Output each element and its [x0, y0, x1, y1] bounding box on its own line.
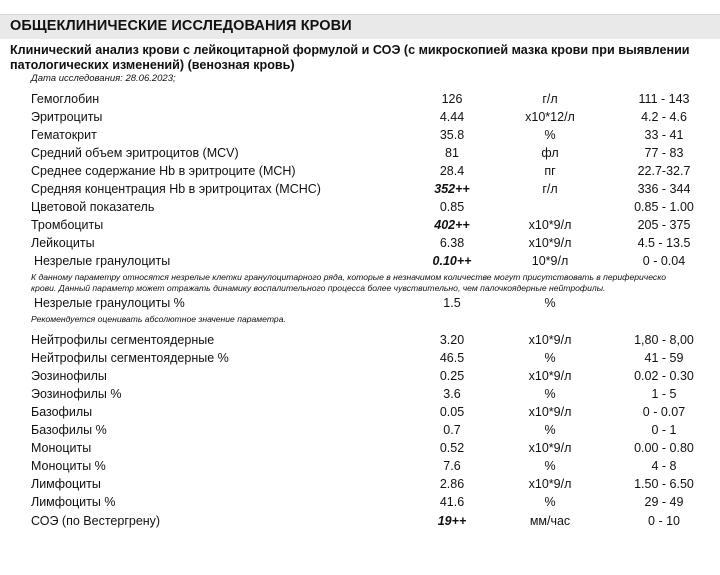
row-reference: 4.2 - 4.6	[641, 110, 687, 124]
row-reference: 1 - 5	[651, 387, 677, 401]
row-unit: мм/час	[529, 514, 571, 528]
row-unit: x10*9/л	[528, 333, 572, 347]
row-reference: 336 - 344	[637, 182, 691, 196]
row-reference: 0 - 1	[651, 423, 677, 437]
row-name: Гематокрит	[31, 128, 97, 142]
result-row-platelets	[0, 218, 720, 236]
result-row-basophils-pct	[0, 423, 720, 441]
row-value: 3.6	[443, 387, 461, 401]
row-reference: 205 - 375	[637, 218, 691, 232]
result-row-erythrocytes	[0, 110, 720, 128]
row-unit: x10*9/л	[528, 218, 572, 232]
row-value: 41.6	[439, 495, 465, 509]
result-row-mch	[0, 164, 720, 182]
row-reference: 111 - 143	[638, 92, 690, 106]
row-name: Средний объем эритроцитов (MCV)	[31, 146, 239, 160]
row-name: Цветовой показатель	[31, 200, 155, 214]
row-name: Моноциты %	[31, 459, 106, 473]
test-subtitle: Клинический анализ крови с лейкоцитарной формулой и СОЭ (с микроскопией мазка крови при выявлении патологических изменений) (венозная кровь)	[10, 43, 690, 72]
row-name: Базофилы %	[31, 423, 107, 437]
row-name: Лимфоциты %	[31, 495, 116, 509]
row-name: Тромбоциты	[31, 218, 104, 232]
result-row-immature-granulocytes	[0, 254, 720, 272]
row-name: Нейтрофилы сегментоядерные %	[31, 351, 229, 365]
row-name: Средняя концентрация Hb в эритроцитах (MCHC)	[31, 182, 321, 196]
result-row-neutrophils-pct	[0, 351, 720, 369]
result-row-mchc	[0, 182, 720, 200]
result-row-monocytes-pct	[0, 459, 720, 477]
section-title: ОБЩЕКЛИНИЧЕСКИЕ ИССЛЕДОВАНИЯ КРОВИ	[10, 18, 352, 34]
row-name: Эозинофилы %	[31, 387, 122, 401]
row-name: Эозинофилы	[31, 369, 107, 383]
row-name: Нейтрофилы сегментоядерные	[31, 333, 215, 347]
row-value: 81	[445, 146, 459, 160]
row-reference: 1,80 - 8,00	[634, 333, 694, 347]
row-unit: x10*9/л	[528, 369, 572, 383]
row-reference: 41 - 59	[644, 351, 684, 365]
row-value: 0.25	[439, 369, 465, 383]
row-name: Гемоглобин	[31, 92, 100, 106]
row-unit: фл	[541, 146, 559, 160]
row-value: 7.6	[443, 459, 461, 473]
result-row-mcv	[0, 146, 720, 164]
row-unit: %	[544, 351, 556, 365]
row-reference: 0.00 - 0.80	[634, 441, 694, 455]
result-row-eosinophils	[0, 369, 720, 387]
result-row-immature-granulocytes-pct	[0, 296, 720, 314]
test-date: Дата исследования: 28.06.2023;	[31, 73, 176, 84]
row-reference: 0.02 - 0.30	[634, 369, 694, 383]
row-reference: 1.50 - 6.50	[634, 477, 694, 491]
row-unit: 10*9/л	[531, 254, 569, 268]
row-value: 0.52	[439, 441, 465, 455]
row-name: Среднее содержание Hb в эритроците (MCH)	[31, 164, 296, 178]
row-value: 35.8	[439, 128, 465, 142]
row-value: 0.7	[443, 423, 461, 437]
result-row-monocytes	[0, 441, 720, 459]
row-value: 28.4	[439, 164, 465, 178]
row-unit: %	[544, 459, 556, 473]
result-row-lymphocytes	[0, 477, 720, 495]
row-reference: 22.7-32.7	[637, 164, 691, 178]
result-row-neutrophils	[0, 333, 720, 351]
row-unit: x10*9/л	[528, 477, 572, 491]
row-unit: x10*9/л	[528, 441, 572, 455]
row-reference: 0 - 10	[648, 514, 680, 528]
row-unit: x10*9/л	[528, 405, 572, 419]
row-name: Эритроциты	[31, 110, 103, 124]
row-value-flagged: 352++	[434, 182, 470, 196]
row-unit: %	[544, 387, 556, 401]
result-row-eosinophils-pct	[0, 387, 720, 405]
row-unit: пг	[544, 164, 556, 178]
row-unit: x10*12/л	[525, 110, 575, 124]
row-unit: %	[544, 128, 556, 142]
row-value-flagged: 19++	[437, 514, 467, 528]
row-value: 3.20	[439, 333, 465, 347]
row-value: 6.38	[439, 236, 465, 250]
row-value-flagged: 0.10++	[432, 254, 472, 268]
row-reference: 0 - 0.04	[642, 254, 686, 268]
row-name: Базофилы	[31, 405, 93, 419]
note-immature-line2: крови. Данный параметр может отражать динамику воспалительного процесса более чувствительно, чем палочкоядерные нейтрофилы.	[31, 283, 606, 293]
result-row-esr	[0, 514, 720, 532]
result-row-hemoglobin	[0, 92, 720, 110]
row-reference: 33 - 41	[644, 128, 684, 142]
result-row-hematocrit	[0, 128, 720, 146]
row-reference: 0.85 - 1.00	[634, 200, 694, 214]
row-name: Моноциты	[31, 441, 92, 455]
row-unit: г/л	[542, 182, 558, 196]
result-row-lymphocytes-pct	[0, 495, 720, 513]
row-value: 1.5	[443, 296, 461, 310]
result-row-color-index	[0, 200, 720, 218]
row-name: Незрелые гранулоциты	[34, 254, 171, 268]
row-reference: 4 - 8	[651, 459, 677, 473]
row-reference: 77 - 83	[644, 146, 684, 160]
row-value: 126	[441, 92, 463, 106]
row-reference: 0 - 0.07	[642, 405, 686, 419]
row-value-flagged: 402++	[434, 218, 470, 232]
row-reference: 29 - 49	[644, 495, 684, 509]
result-row-basophils	[0, 405, 720, 423]
row-name: Незрелые гранулоциты %	[34, 296, 185, 310]
row-value: 0.85	[439, 200, 465, 214]
row-value: 2.86	[439, 477, 465, 491]
row-unit: %	[544, 423, 556, 437]
row-value: 4.44	[439, 110, 465, 124]
row-value: 0.05	[439, 405, 465, 419]
row-name: Лейкоциты	[31, 236, 95, 250]
row-value: 46.5	[439, 351, 465, 365]
note-absolute-value: Рекомендуется оценивать абсолютное значение параметра.	[31, 314, 286, 324]
row-reference: 4.5 - 13.5	[637, 236, 691, 250]
row-unit: г/л	[542, 92, 558, 106]
result-row-leukocytes	[0, 236, 720, 254]
row-name: Лимфоциты	[31, 477, 101, 491]
note-immature-line1: К данному параметру относятся незрелые клетки гранулоцитарного ряда, которые в незначимом количестве могут присутствовать в периферическо	[31, 272, 667, 282]
row-unit: x10*9/л	[528, 236, 572, 250]
row-name: СОЭ (по Вестергрену)	[31, 514, 161, 528]
row-unit: %	[544, 495, 556, 509]
row-unit: %	[544, 296, 556, 310]
